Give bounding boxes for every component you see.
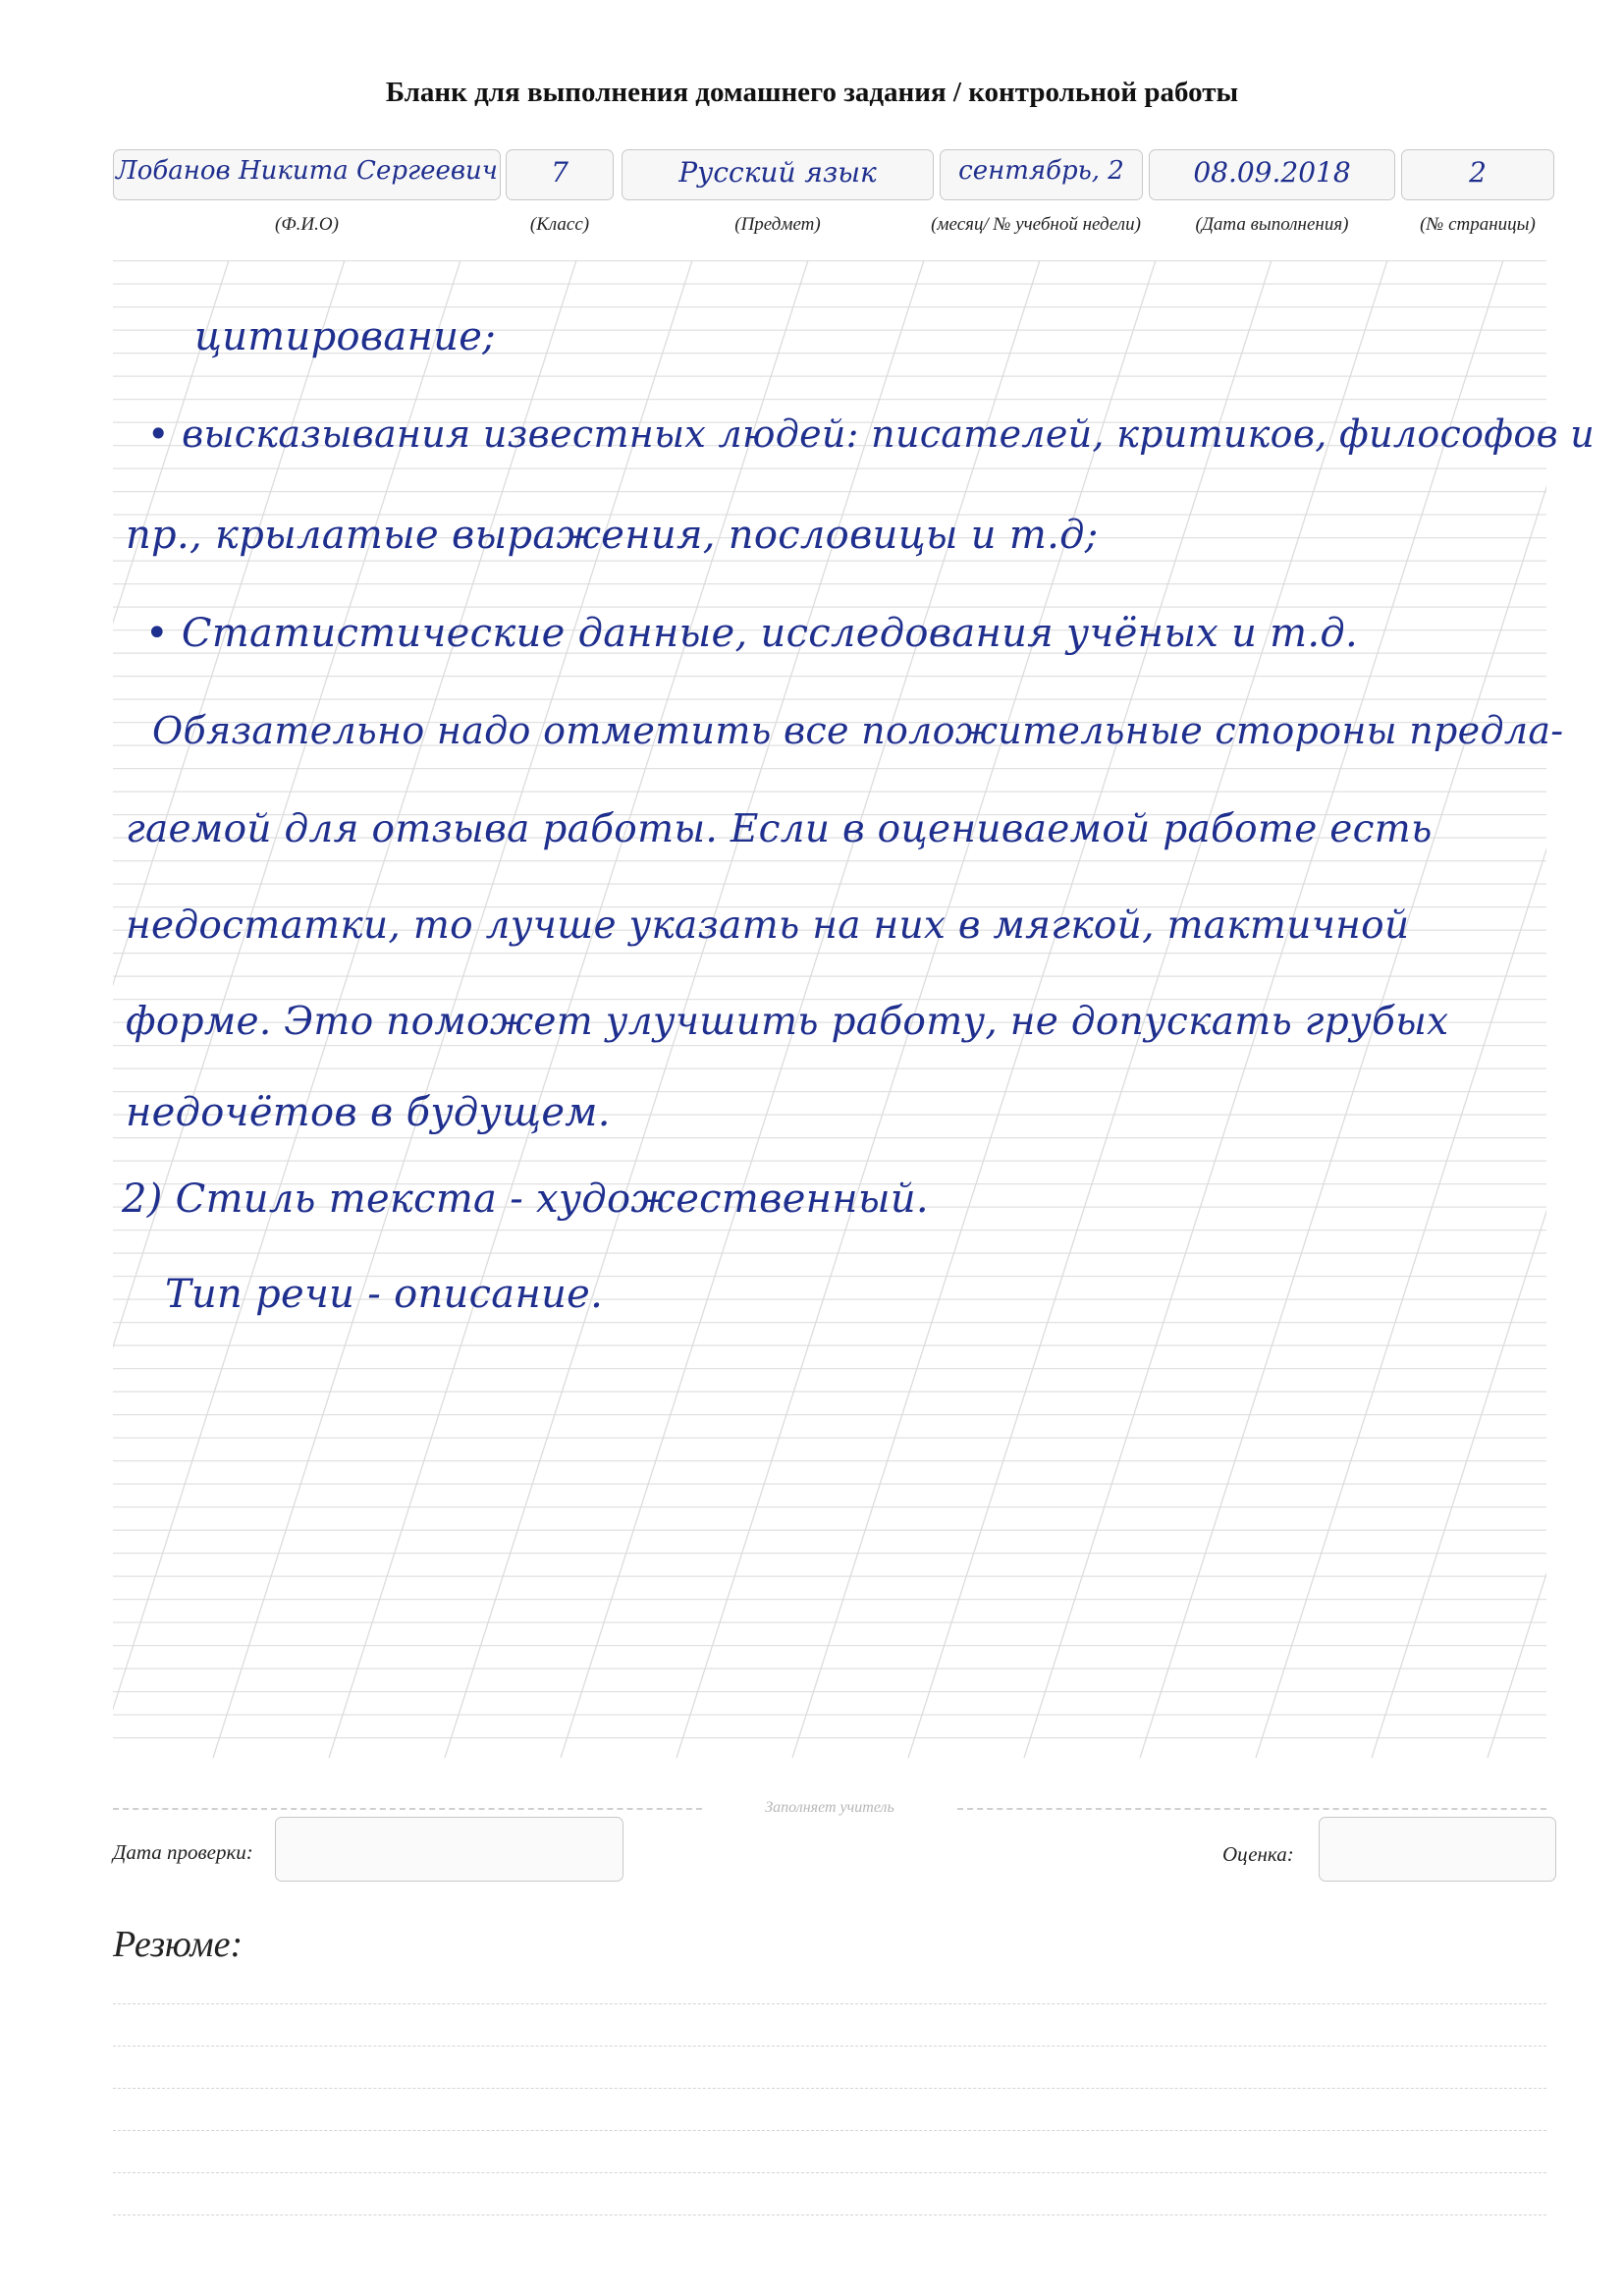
check-date-field[interactable] <box>275 1817 623 1882</box>
teacher-section-separator <box>113 1799 1546 1819</box>
fio-caption: (Ф.И.О) <box>275 214 339 235</box>
resume-line <box>113 2130 1546 2131</box>
handwritten-line: гаемой для отзыва работы. Если в оцениваемой работе есть <box>126 807 1433 851</box>
date-caption: (Дата выполнения) <box>1195 214 1349 235</box>
grade-field[interactable] <box>1319 1817 1556 1882</box>
handwritten-line: • Статистические данные, исследования учёных и т.д. <box>145 611 1359 656</box>
teacher-section-label: Заполняет учитель <box>765 1799 894 1816</box>
resume-line <box>113 2046 1546 2047</box>
resume-line <box>113 2172 1546 2173</box>
handwritten-line: Тип речи - описание. <box>165 1272 604 1317</box>
month-week-field <box>940 149 1143 200</box>
class-caption: (Класс) <box>529 214 590 235</box>
resume-line <box>113 2214 1546 2215</box>
month-week-value: сентябрь, 2 <box>958 156 1124 186</box>
date-field <box>1149 149 1395 200</box>
fio-field <box>113 149 501 200</box>
resume-label: Резюме: <box>113 1924 244 1965</box>
date-value: 08.09.2018 <box>1193 156 1351 189</box>
class-field <box>506 149 614 200</box>
check-date-label: Дата проверки: <box>113 1840 253 1864</box>
handwritten-line: форме. Это поможет улучшить работу, не допускать грубых <box>126 1000 1449 1044</box>
class-value: 7 <box>551 156 568 189</box>
subject-caption: (Предмет) <box>734 214 821 235</box>
handwritten-line: пр., крылатые выражения, пословицы и т.д; <box>126 513 1099 558</box>
resume-line <box>113 2088 1546 2089</box>
grade-label: Оценка: <box>1222 1842 1294 1866</box>
page-number-value: 2 <box>1469 156 1487 189</box>
handwritten-line: Обязательно надо отметить все положительные стороны предла- <box>152 709 1564 752</box>
subject-field <box>622 149 934 200</box>
handwritten-line: 2) Стиль текста - художественный. <box>122 1176 929 1222</box>
page-number-caption: (№ страницы) <box>1420 214 1536 235</box>
page-number-field <box>1401 149 1554 200</box>
handwritten-line: недочётов в будущем. <box>126 1090 611 1135</box>
month-week-caption: (месяц/ № учебной недели) <box>931 214 1141 235</box>
resume-line <box>113 2003 1546 2004</box>
handwritten-line: • высказывания известных людей: писателей, критиков, философов и <box>147 412 1596 456</box>
handwritten-line: цитирование; <box>194 314 497 359</box>
form-title: Бланк для выполнения домашнего задания / контрольной работы <box>385 77 1239 108</box>
fio-value: Лобанов Никита Сергеевич <box>116 156 498 186</box>
handwritten-line: недостатки, то лучше указать на них в мягкой, тактичной <box>126 903 1410 948</box>
subject-value: Русский язык <box>678 156 877 189</box>
